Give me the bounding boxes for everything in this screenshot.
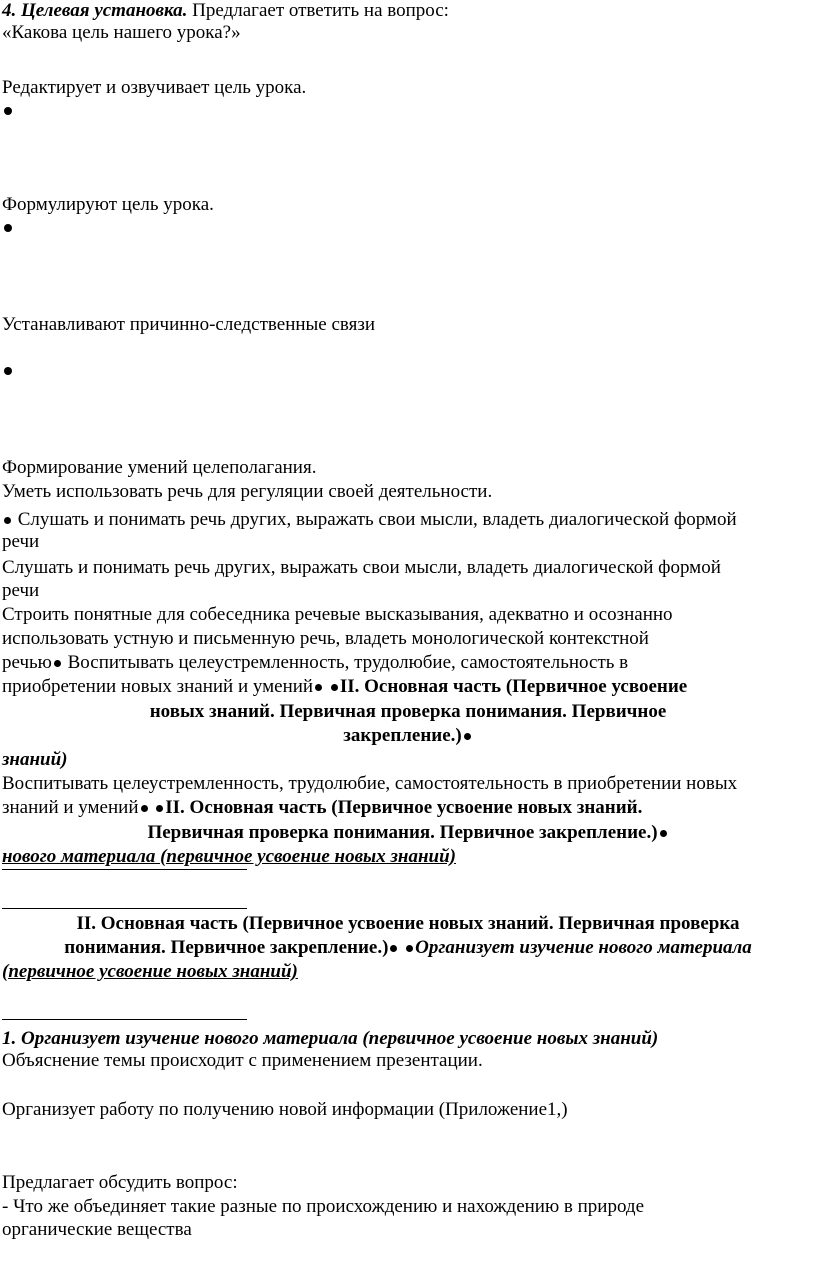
bullet-icon	[54, 660, 61, 667]
bold-span: закрепление.)	[343, 725, 462, 746]
bold-span: II. Основная часть (Первичное усвоение	[339, 676, 688, 697]
bold-span: Первичная проверка понимания. Первичное закрепление.)	[147, 822, 658, 843]
divider	[2, 1019, 247, 1020]
bullet-icon	[464, 733, 471, 740]
text-line: Формулируют цель урока.	[2, 194, 214, 215]
divider	[2, 869, 247, 870]
divider	[2, 908, 247, 909]
text-line: использовать устную и письменную речь, владеть монологической контекстной	[2, 628, 649, 649]
text-line: «Какова цель нашего урока?»	[2, 22, 241, 43]
numbered-heading: 1. Организует изучение нового материала (первичное усвоение новых знаний)	[2, 1028, 659, 1049]
text-line	[2, 509, 737, 531]
text-line: Строить понятные для собеседника речевые высказывания, адекватно и осознанно	[2, 604, 673, 625]
centered-heading: новых знаний. Первичная проверка понимания. Первичное	[149, 701, 667, 722]
bullet-icon	[2, 216, 14, 238]
text-line: Объяснение темы происходит с применением презентации.	[2, 1050, 483, 1071]
bold-italic-span: Организует изучение нового материала	[415, 937, 752, 958]
text-line: Редактирует и озвучивает цель урока.	[2, 77, 307, 98]
text-span: речью	[2, 652, 52, 673]
text-line: речи	[2, 580, 40, 601]
text-line: Слушать и понимать речь других, выражать свои мысли, владеть диалогической формой	[2, 557, 721, 578]
centered-heading	[0, 822, 816, 844]
text-line	[2, 652, 628, 674]
text-line: (первичное усвоение новых знаний)	[2, 961, 298, 982]
text-line: нового материала (первичное усвоение новых знаний)	[2, 846, 456, 867]
bullet-icon	[660, 830, 667, 837]
bullet-icon	[406, 945, 413, 952]
bold-span: понимания. Первичное закрепление.)	[64, 937, 389, 958]
section-heading: 4. Целевая установка.	[2, 0, 188, 21]
bullet-icon	[390, 945, 397, 952]
text-span: Предлагает ответить на вопрос:	[187, 0, 449, 21]
bullet-icon	[2, 359, 14, 381]
text-line: знаний)	[2, 749, 68, 770]
text-line: органические вещества	[2, 1219, 192, 1240]
bullet-icon	[141, 805, 148, 812]
text-span: приобретении новых знаний и умений	[2, 676, 314, 697]
bullet-icon	[331, 684, 338, 691]
text-span: Слушать и понимать речь других, выражать свои мысли, владеть диалогической формой	[13, 509, 737, 530]
centered-heading	[0, 937, 816, 959]
text-line: Формирование умений целеполагания.	[2, 457, 317, 478]
text-line: речи	[2, 531, 40, 552]
text-line	[2, 676, 687, 698]
text-line	[2, 0, 449, 22]
centered-heading: II. Основная часть (Первичное усвоение новых знаний. Первичная проверка	[76, 913, 740, 934]
bullet-icon	[4, 517, 11, 524]
text-line	[2, 797, 642, 819]
text-line: Организует работу по получению новой информации (Приложение1,)	[2, 1099, 568, 1120]
text-line: - Что же объединяет такие разные по происхождению и нахождению в природе	[2, 1196, 645, 1217]
bold-span: II. Основная часть (Первичное усвоение новых знаний.	[165, 797, 643, 818]
centered-heading	[0, 725, 816, 747]
text-line: Предлагает обсудить вопрос:	[2, 1172, 238, 1193]
text-span: Воспитывать целеустремленность, трудолюбие, самостоятельность в	[62, 652, 629, 673]
bullet-icon	[2, 99, 14, 121]
text-span: знаний и умений	[2, 797, 139, 818]
bullet-icon	[315, 684, 322, 691]
text-line: Устанавливают причинно-следственные связи	[2, 314, 376, 335]
text-line: Уметь использовать речь для регуляции своей деятельности.	[2, 481, 493, 502]
bullet-icon	[156, 805, 163, 812]
text-line: Воспитывать целеустремленность, трудолюбие, самостоятельность в приобретении новых	[2, 773, 738, 794]
